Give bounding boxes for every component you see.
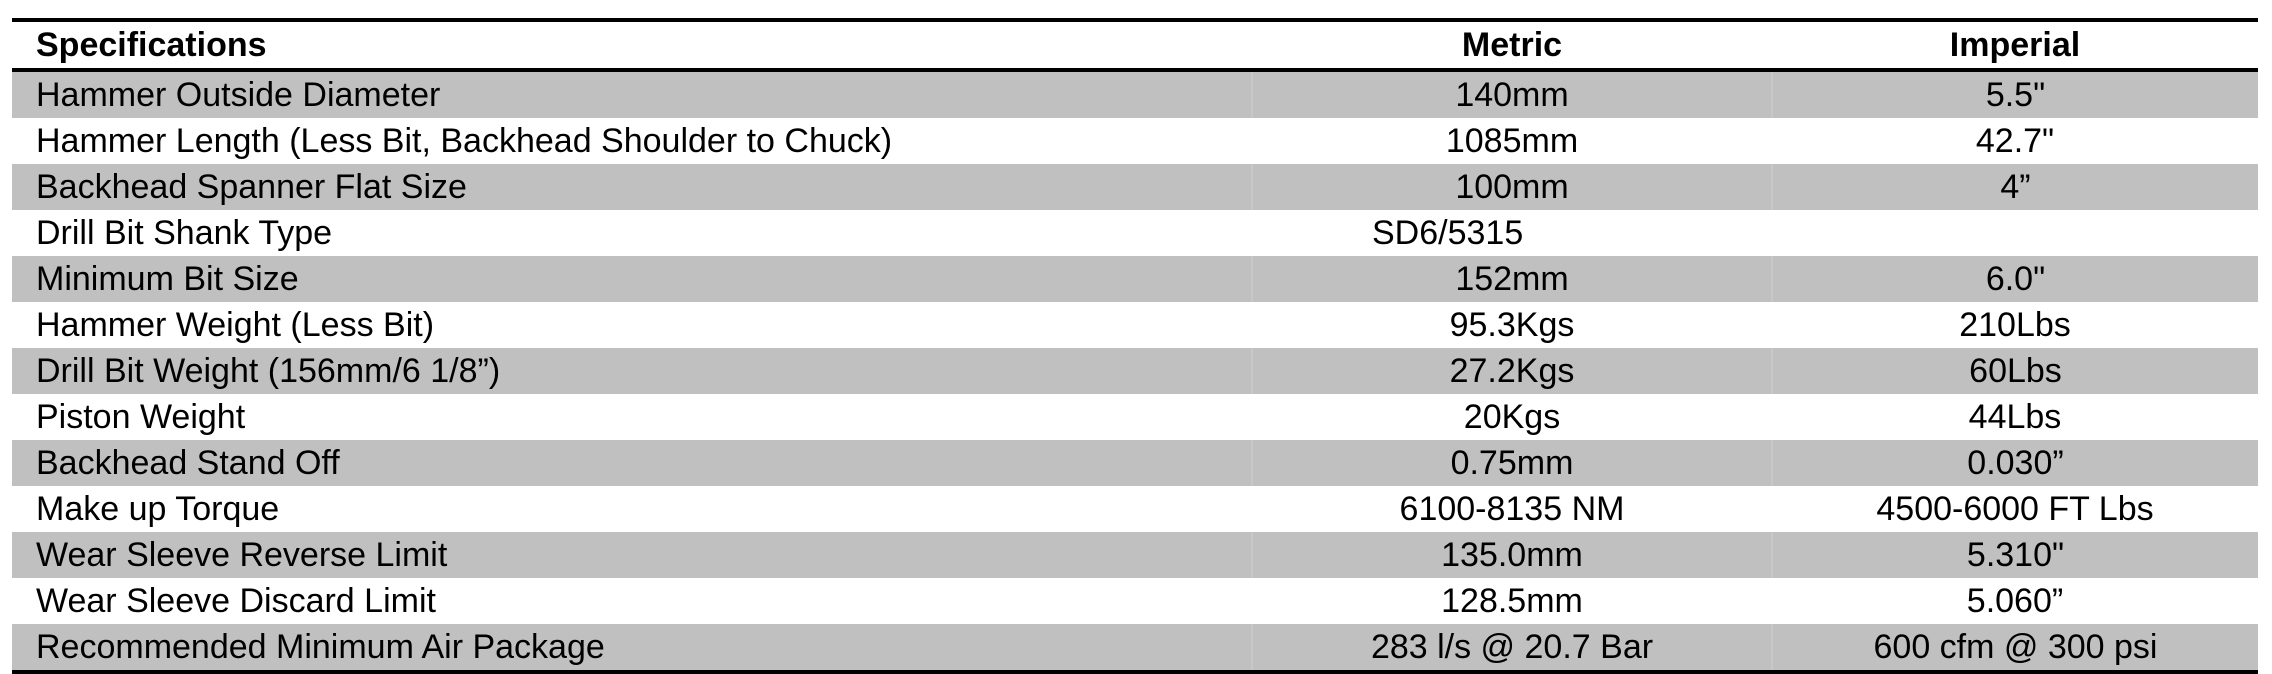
spec-value-imperial: 5.310": [1772, 532, 2258, 578]
spec-value-imperial: 44Lbs: [1968, 397, 2062, 436]
header-metric: Metric: [1252, 20, 1772, 70]
spec-label: Wear Sleeve Discard Limit: [36, 581, 436, 620]
spec-value-imperial: 60Lbs: [1772, 348, 2258, 394]
spec-label: Drill Bit Shank Type: [36, 213, 333, 252]
spec-label: Hammer Length (Less Bit, Backhead Shoulder to Chuck): [36, 121, 893, 160]
spec-label: Backhead Stand Off: [12, 440, 1252, 486]
spec-value-imperial: 210Lbs: [1959, 305, 2071, 344]
spec-value-metric: 20Kgs: [1463, 397, 1561, 436]
header-row: [12, 20, 2258, 70]
spec-label: Drill Bit Weight (156mm/6 1/8”): [12, 348, 1252, 394]
spec-value-metric: 100mm: [1252, 164, 1772, 210]
spec-label: Hammer Outside Diameter: [12, 70, 1252, 118]
table-header: [12, 20, 2258, 70]
table-row: [12, 486, 2258, 532]
table-row: [12, 70, 2258, 118]
table-body: [12, 70, 2258, 672]
spec-value-imperial: 4500-6000 FT Lbs: [1876, 489, 2154, 528]
spec-value-imperial: 0.030”: [1772, 440, 2258, 486]
spec-value-imperial: 42.7": [1975, 121, 2055, 160]
header-specifications: Specifications: [12, 20, 1252, 70]
table-row: [12, 256, 2258, 302]
table-row: [12, 118, 2258, 164]
header-imperial: Imperial: [1772, 20, 2258, 70]
specifications-table: [12, 18, 2258, 674]
table-row: [12, 440, 2258, 486]
spec-label: Backhead Spanner Flat Size: [12, 164, 1252, 210]
spec-value-metric: 1085mm: [1445, 121, 1579, 160]
spec-value-metric: 135.0mm: [1252, 532, 1772, 578]
spec-value-metric: 140mm: [1252, 70, 1772, 118]
spec-value-merged: SD6/5315: [1372, 213, 1524, 252]
spec-value-metric: 6100-8135 NM: [1399, 489, 1625, 528]
table-row: [12, 164, 2258, 210]
spec-value-imperial: 5.5": [1772, 70, 2258, 118]
spec-value-metric: 283 l/s @ 20.7 Bar: [1252, 624, 1772, 672]
table-row: [12, 210, 2258, 256]
spec-value-imperial: 600 cfm @ 300 psi: [1772, 624, 2258, 672]
table-row: [12, 394, 2258, 440]
spec-label: Wear Sleeve Reverse Limit: [12, 532, 1252, 578]
spec-label: Make up Torque: [36, 489, 280, 528]
spec-value-imperial: 5.060”: [1966, 581, 2064, 620]
table-row: [12, 578, 2258, 624]
table-row: [12, 624, 2258, 672]
spec-value-metric: 152mm: [1252, 256, 1772, 302]
spec-label: Minimum Bit Size: [12, 256, 1252, 302]
spec-value-imperial: 6.0": [1772, 256, 2258, 302]
spec-label: Piston Weight: [36, 397, 246, 436]
spec-value-metric: 128.5mm: [1441, 581, 1583, 620]
spec-value-metric: 27.2Kgs: [1252, 348, 1772, 394]
spec-value-metric: 95.3Kgs: [1449, 305, 1575, 344]
spec-value-imperial: 4”: [1772, 164, 2258, 210]
table-row: [12, 532, 2258, 578]
table-row: [12, 348, 2258, 394]
spec-label: Recommended Minimum Air Package: [12, 624, 1252, 672]
spec-value-metric: 0.75mm: [1252, 440, 1772, 486]
table-row: [12, 302, 2258, 348]
spec-label: Hammer Weight (Less Bit): [36, 305, 435, 344]
